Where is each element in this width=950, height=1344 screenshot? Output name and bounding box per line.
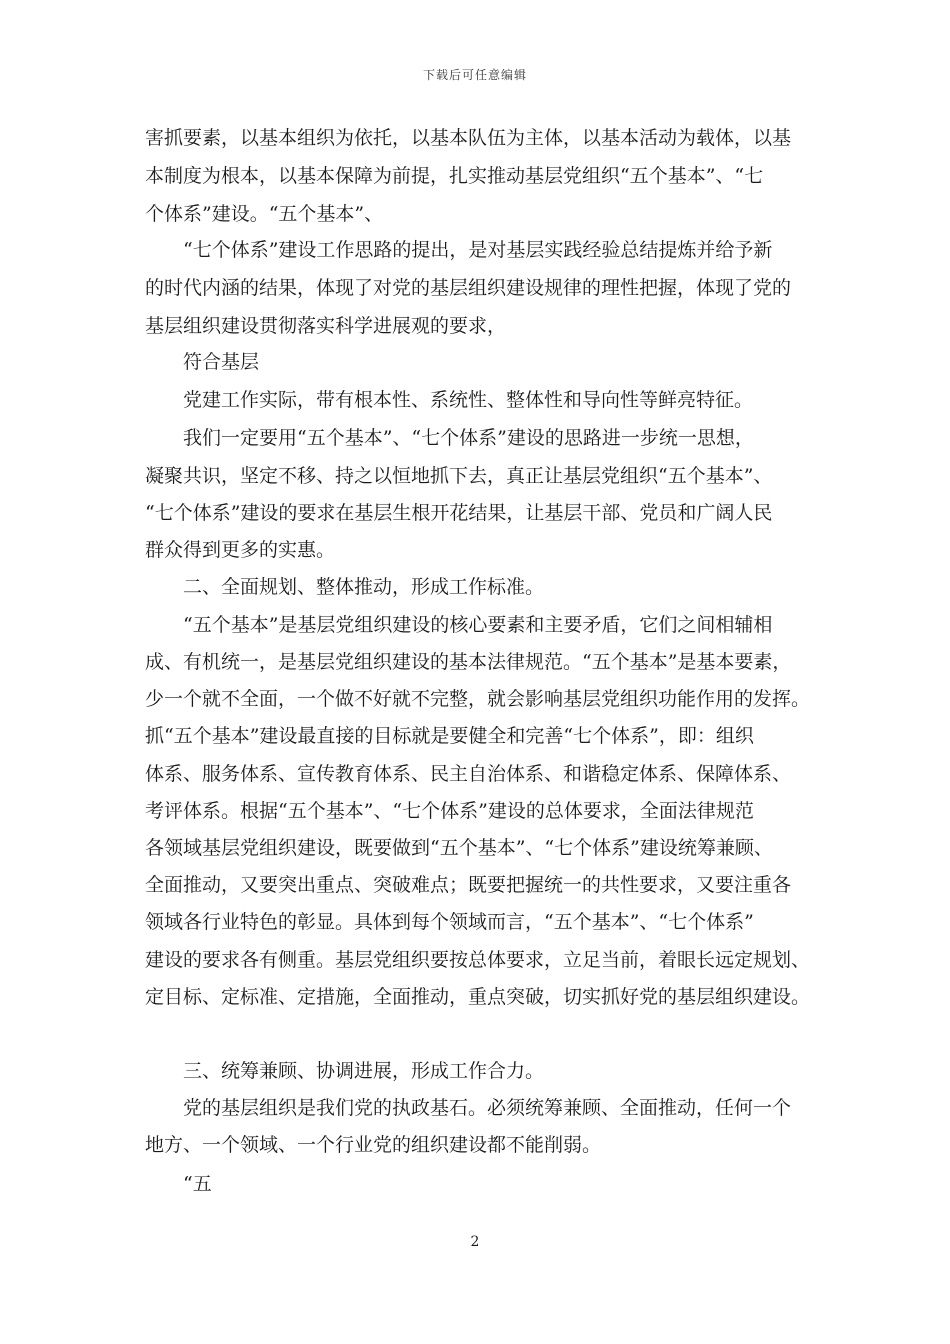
paragraph-line: 群众得到更多的实惠。 [145,539,336,561]
section-heading: 二、全面规划、整体推动，形成工作标准。 [183,576,545,598]
paragraph-line: 党的基层组织是我们党的执政基石。必须统筹兼顾、全面推动，任何一个 [183,1097,792,1119]
paragraph-line: 地方、一个领域、一个行业党的组织建设都不能削弱。 [145,1134,602,1156]
paragraph-line: 考评体系。根据“五个基本”、“七个体系”建设的总体要求，全面法律规范 [145,800,754,822]
paragraph-line: 我们一定要用“五个基本”、“七个体系”建设的思路进一步统一思想， [183,427,754,449]
paragraph-line: 体系、服务体系、宣传教育体系、民主自治体系、和谐稳定体系、保障体系、 [145,763,792,785]
paragraph-line: “七个体系”建设的要求在基层生根开花结果，让基层干部、党员和广阔人民 [145,502,773,524]
paragraph-line: “五个基本”是基层党组织建设的核心要素和主要矛盾，它们之间相辅相 [183,614,773,636]
paragraph-line: 本制度为根本，以基本保障为前提，扎实推动基层党组织“五个基本”、“七 [145,165,764,187]
paragraph-line: 各领域基层党组织建设，既要做到“五个基本”、“七个体系”建设统筹兼顾、 [145,837,773,859]
paragraph-line: 抓“五个基本”建设最直接的目标就是要健全和完善“七个体系”，即：组织 [145,725,754,747]
paragraph-line: 建设的要求各有侧重。基层党组织要按总体要求，立足当前，着眼长远定规划、 [145,949,811,971]
paragraph-line: 个体系”建设。“五个基本”、 [145,203,384,225]
paragraph-line: 符合基层 [183,351,260,373]
paragraph-line: 的时代内涵的结果，体现了对党的基层组织建设规律的理性把握，体现了党的 [145,277,792,299]
paragraph-line: 少一个就不全面，一个做不好就不完整，就会影响基层党组织功能作用的发挥。 [145,688,811,710]
page-header: 下载后可任意编辑 [422,68,527,82]
paragraph-line: 基层组织建设贯彻落实科学进展观的要求， [145,315,507,337]
section-heading: 三、统筹兼顾、协调进展，形成工作合力。 [183,1060,545,1082]
page-number: 2 [470,1234,480,1250]
paragraph-line: 党建工作实际，带有根本性、系统性、整体性和导向性等鲜亮特征。 [183,389,754,411]
paragraph-line: “七个体系”建设工作思路的提出，是对基层实践经验总结提炼并给予新 [183,239,773,261]
paragraph-line: 凝聚共识，坚定不移、持之以恒地抓下去，真正让基层党组织“五个基本”、 [145,465,773,487]
paragraph-line: 领域各行业特色的彰显。具体到每个领域而言，“五个基本”、“七个体系” [145,911,754,933]
paragraph-line: 害抓要素，以基本组织为依托，以基本队伍为主体，以基本活动为载体，以基 [145,127,792,149]
paragraph-line: “五 [183,1173,212,1195]
paragraph-line: 成、有机统一，是基层党组织建设的基本法律规范。“五个基本”是基本要素， [145,651,792,673]
paragraph-line: 全面推动，又要突出重点、突破难点；既要把握统一的共性要求，又要注重各 [145,874,792,896]
paragraph-line: 定目标、定标准、定措施，全面推动，重点突破，切实抓好党的基层组织建设。 [145,986,811,1008]
